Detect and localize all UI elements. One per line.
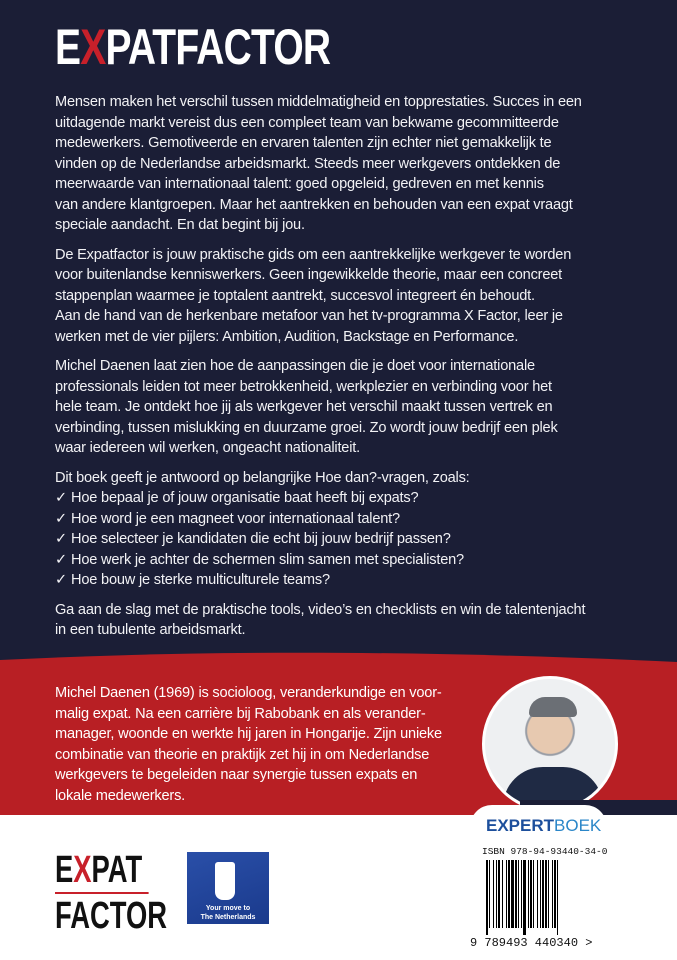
question-text: Hoe selecteer je kandidaten die echt bij jouw bedrijf passen? <box>71 531 451 547</box>
paragraph <box>55 245 655 348</box>
text-line: hele team. Je ontdekt hoe jij als werkgever het verschil maakt tussen vertrek en <box>55 399 553 415</box>
check-icon: ✓ <box>55 572 68 588</box>
author-bio <box>55 683 475 806</box>
text-line: stappenplan waarmee je toptalent aantrekt, succesvol integreert én behoudt. <box>55 287 535 304</box>
text-line: uitdagende markt vereist dus een compleet team van bekwame gecommitteerde <box>55 114 559 131</box>
question-item <box>55 509 655 530</box>
question-item <box>55 488 655 509</box>
text-line: malig expat. Na een carrière bij Rabobank en als verander- <box>55 705 426 722</box>
isbn-text: ISBN 978-94-93440-34-0 <box>482 846 608 857</box>
expatfactor-logo: EXPAT FACTOR <box>55 849 167 937</box>
text-line: Aan de hand van de herkenbare metafoor van het tv-programma X Factor, leer je <box>55 308 563 324</box>
text-line: medewerkers. Gemotiveerde en ervaren talenten zijn echter niet gemakkelijk te <box>55 135 552 151</box>
cover-title: EXPATFACTOR <box>55 19 331 75</box>
ship-icon <box>215 862 235 900</box>
text-line: De Expatfactor is jouw praktische gids om een aantrekkelijke werkgever te worden <box>55 246 572 263</box>
text-line: Michel Daenen (1969) is socioloog, veranderkundige en voor- <box>55 685 442 701</box>
text-line: van andere klantgroepen. Maar het aantrekken en behouden van een expat vraagt <box>55 196 573 213</box>
text-line: Ga aan de slag met de praktische tools, video’s en checklists en win de talentenjacht <box>55 601 586 618</box>
text-line: Michel Daenen laat zien hoe de aanpassingen die je doet voor internationale <box>55 358 535 374</box>
text-line: Mensen maken het verschil tussen middelmatigheid en topprestaties. Succes in een <box>55 94 582 110</box>
question-text: Hoe bepaal je of jouw organisatie baat heeft bij expats? <box>71 490 419 506</box>
text-line: verbinding, tussen mislukking en duurzame groei. Zo wordt jouw bedrijf een plek <box>55 419 558 436</box>
questions-list <box>55 468 655 591</box>
question-item <box>55 550 655 571</box>
check-icon: ✓ <box>55 490 68 506</box>
text-line: manager, woonde en werkte hij jaren in Hongarije. Zijn unieke <box>55 726 442 742</box>
author-photo <box>482 676 618 812</box>
expertboek-logo: EXPERTBOEK <box>486 816 602 835</box>
text-line: waar iedereen wil werken, ongeacht nationaliteit. <box>55 440 360 456</box>
text-line: voor buitenlandse kenniswerkers. Geen ingewikkelde theorie, maar een concreet <box>55 267 563 283</box>
text-line: lokale medewerkers. <box>55 787 186 804</box>
check-icon: ✓ <box>55 510 68 527</box>
check-icon: ✓ <box>55 531 68 547</box>
barcode-number: 9 789493 440340 > <box>470 936 593 950</box>
text-line: professionals leiden tot meer betrokkenheid, werkplezier en verbinding voor het <box>55 378 552 395</box>
barcode-bar <box>558 860 560 935</box>
check-icon: ✓ <box>55 551 68 568</box>
your-move-logo: Your move to The Netherlands <box>187 852 269 924</box>
question-text: Hoe bouw je sterke multiculturele teams? <box>71 572 330 588</box>
questions-intro: Dit boek geeft je antwoord op belangrijke Hoe dan?-vragen, zoals: <box>55 469 470 486</box>
closing-paragraph <box>55 600 655 641</box>
question-item <box>55 529 655 550</box>
back-cover-text <box>55 92 655 650</box>
text-line: speciale aandacht. En dat begint bij jou. <box>55 217 305 233</box>
question-text: Hoe werk je achter de schermen slim samen met specialisten? <box>71 551 464 568</box>
text-line: in een tubulente arbeidsmarkt. <box>55 622 246 638</box>
barcode <box>486 860 600 935</box>
text-line: vinden op de Nederlandse arbeidsmarkt. Steeds meer werkgevers ontdekken de <box>55 155 561 172</box>
paragraph <box>55 92 655 236</box>
text-line: combinatie van theorie en praktijk zet hij in om Nederlandse <box>55 746 430 763</box>
text-line: werkgevers te begeleiden naar synergie tussen expats en <box>55 767 418 783</box>
question-text: Hoe word je een magneet voor internationaal talent? <box>71 510 400 527</box>
text-line: meerwaarde van internationaal talent: goed opgeleid, gedreven en met kennis <box>55 176 544 192</box>
question-item <box>55 570 655 591</box>
text-line: werken met de vier pijlers: Ambition, Audition, Backstage en Performance. <box>55 328 519 345</box>
paragraph <box>55 356 655 459</box>
